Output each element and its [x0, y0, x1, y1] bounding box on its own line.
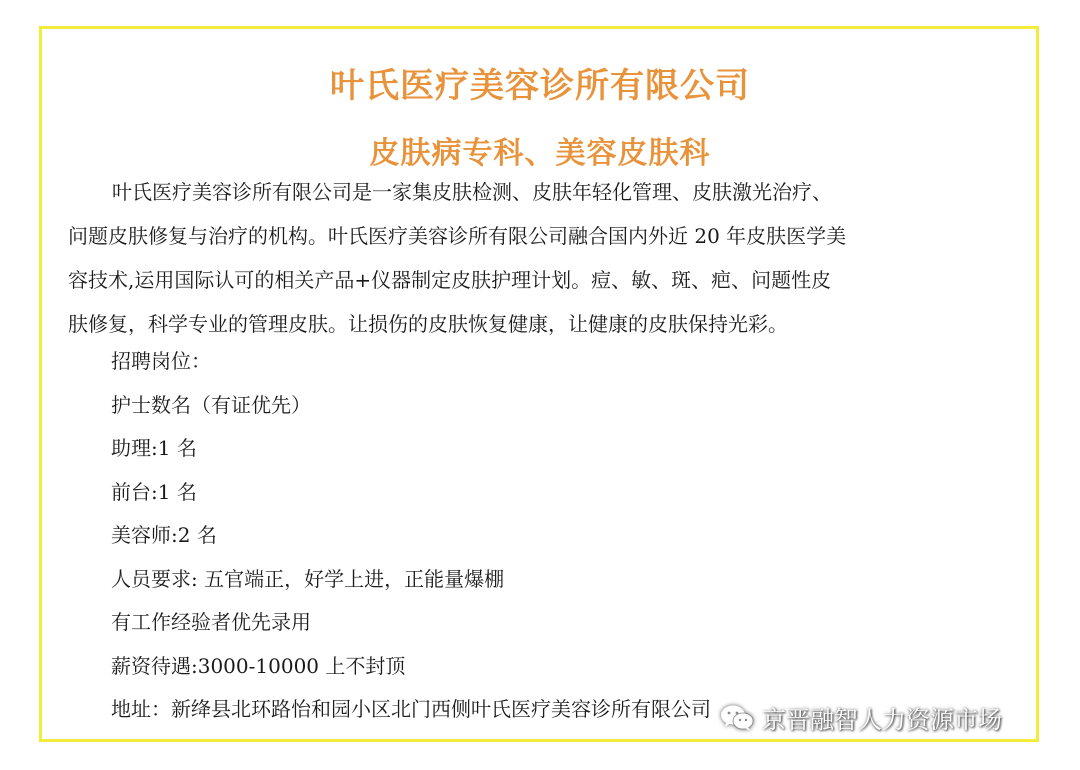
- recruit-heading: 招聘岗位：: [111, 349, 211, 373]
- position-item: 护士数名（有证优先）: [111, 392, 311, 417]
- position-item: 美容师:2 名: [111, 523, 217, 547]
- recruit-section: [111, 340, 711, 732]
- position-item: 助理:1 名: [111, 436, 197, 460]
- position-item: 前台:1 名: [111, 479, 197, 504]
- intro-line: 问题皮肤修复与治疗的机构。叶氏医疗美容诊所有限公司融合国内外近 20 年皮肤医学美: [68, 224, 847, 248]
- page-title: 叶氏医疗美容诊所有限公司: [330, 66, 750, 106]
- experience-text: 有工作经验者优先录用: [111, 610, 311, 634]
- watermark-text: 京晋融智人力资源市场: [762, 706, 1002, 734]
- intro-line: 叶氏医疗美容诊所有限公司是一家集皮肤检测、皮肤年轻化管理、皮肤激光治疗、: [112, 180, 832, 204]
- page-subtitle: 皮肤病专科、美容皮肤科: [369, 136, 711, 171]
- intro-line: 容技术,运用国际认可的相关产品+仪器制定皮肤护理计划。痘、敏、斑、疤、问题性皮: [68, 268, 832, 292]
- salary-text: 薪资待遇:3000-10000 上不封顶: [111, 653, 406, 678]
- wechat-icon: [720, 704, 754, 732]
- requirements-text: 人员要求: 五官端正，好学上进，正能量爆棚: [111, 566, 505, 591]
- address-text: 地址：新绛县北环路怡和园小区北门西侧叶氏医疗美容诊所有限公司: [111, 697, 711, 721]
- intro-line: 肤修复，科学专业的管理皮肤。让损伤的皮肤恢复健康，让健康的皮肤保持光彩。: [68, 312, 788, 336]
- intro-paragraph: [68, 170, 1028, 346]
- watermark: [720, 700, 1002, 735]
